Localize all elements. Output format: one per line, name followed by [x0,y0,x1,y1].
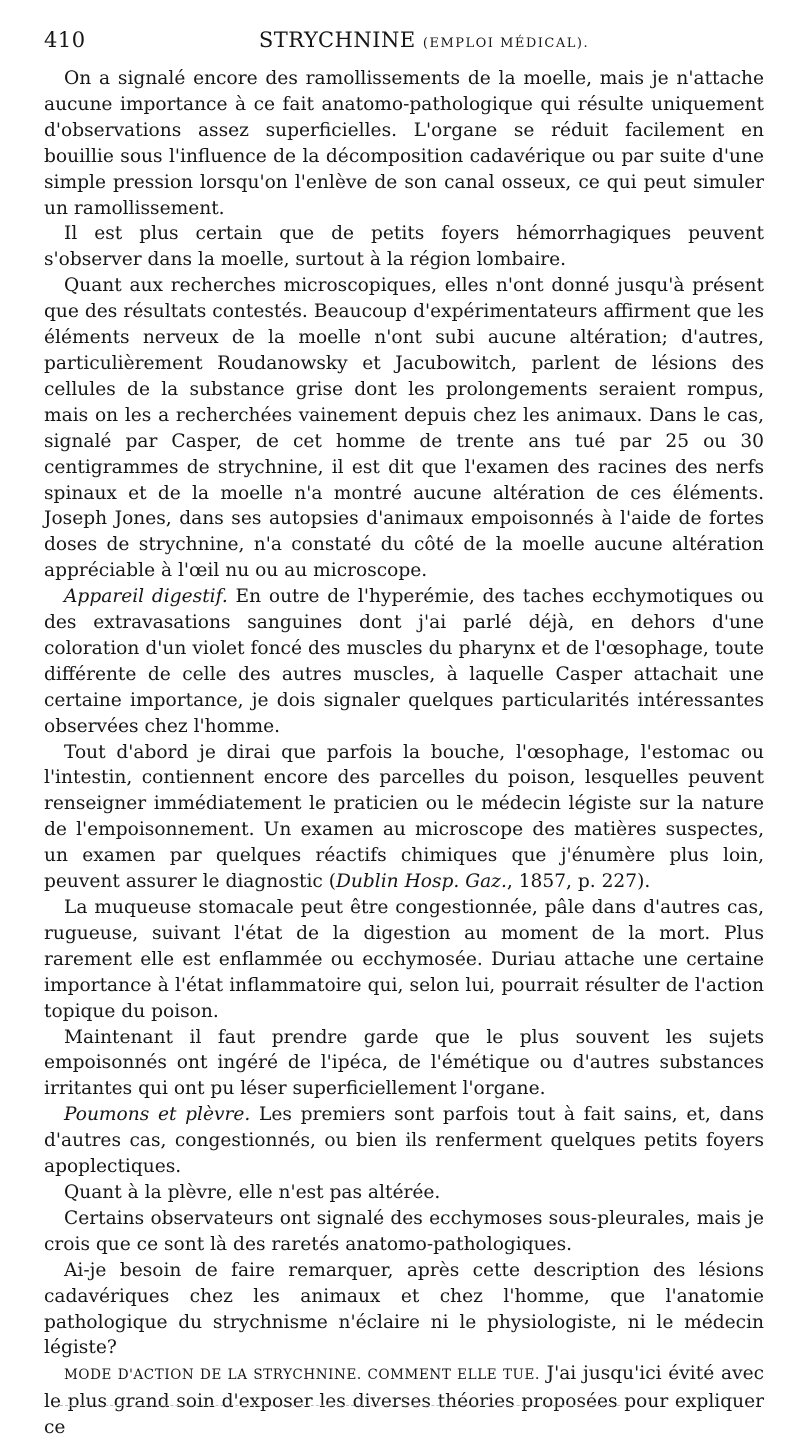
paragraph-text: Tout d'abord je dirai que parfois la bouche, l'œsophage, l'estomac ou l'intestin, contiennent encore des parcelles du poison, lesquelles peuvent renseigner immédiatement le praticien ou le médecin légiste sur la nature de l'empoisonnement. Un examen au microscope des matières suspectes, un examen par quelques réactifs chimiques que j'énumère plus loin, peuvent assurer le diagnostic ( [44,741,764,893]
footer-rule [60,1405,620,1406]
paragraph: Il est plus certain que de petits foyers hémorrhagiques peuvent s'observer dans la moelle, surtout à la région lombaire. [44,223,764,271]
paragraph: La muqueuse stomacale peut être congestionnée, pâle dans d'autres cas, rugueuse, suivant l'état de la digestion au moment de la mort. Plus rarement elle est enflammée ou ecchymosée. Duriau attache une certaine importance à l'état inflammatoire qui, selon lui, pourrait résulter de l'action topique du poison. [44,897,764,1022]
paragraph-text: En outre de l'hyperémie, des taches ecchymotiques ou des extravasations sanguines dont j'ai parlé déjà, en dehors d'une coloration d'un violet foncé des muscles du pharynx et de l'œsophage, toute différente de celle des autres muscles, à laquelle Casper attachait une certaine importance, je dois signaler quelques particularités intéressantes observées chez l'homme. [44,586,764,737]
page-number: 410 [44,28,86,52]
paragraph: Quant à la plèvre, elle n'est pas altérée. [64,1181,441,1203]
paragraph-text: Les premiers sont parfois tout à fait sains, et, dans d'autres cas, congestionnés, ou bien ils renferment quelques petits foyers apoplectiques. [44,1104,764,1178]
paragraph: Quant aux recherches microscopiques, elles n'ont donné jusqu'à présent que des résultats contestés. Beaucoup d'expérimentateurs affirment que les éléments nerveux de la moelle n'ont subi aucune altération; d'autres, particulièrement Roudanowsky et Jacubowitch, parlent de lésions des cellules de la substance grise dont les prolongements seraient rompus, mais on les a recherchées vainement depuis chez les animaux. Dans le cas, signalé par Casper, de cet homme de trente ans tué par 25 ou 30 centigrammes de strychnine, il est dit que l'examen des racines des nerfs spinaux et de la moelle n'a montré aucune altération de ces éléments. Joseph Jones, dans ses autopsies d'animaux empoisonnés à l'aide de fortes doses de strychnine, n'a constaté du côté de la moelle aucune altération appréciable à l'œil nu ou au microscope. [44,275,764,582]
section-heading-mode-action: MODE D'ACTION DE LA STRYCHNINE. COMMENT ELLE TUE. [64,1367,540,1384]
citation-end: , 1857, p. 227). [506,871,651,893]
title-subtitle: (EMPLOI MÉDICAL). [422,36,590,51]
paragraph: Maintenant il faut prendre garde que le plus souvent les sujets empoisonnés ont ingéré de l'ipéca, de l'émétique ou d'autres substances irritantes qui ont pu léser superficiellement l'organe. [44,1026,764,1100]
paragraph-appareil-digestif [44,584,764,739]
section-heading-appareil-digestif: Appareil digestif. [64,586,228,608]
paragraph [44,740,764,895]
paragraph: On a signalé encore des ramollissements de la moelle, mais je n'attache aucune importance à ce fait anatomo-pathologique qui résulte uniquement d'observations assez superficielles. L'organe se réduit facilement en bouillie sous l'influence de la décomposition cadavérique ou par suite d'une simple pression lorsqu'on l'enlève de son canal osseux, ce qui peut simuler un ramollissement. [44,68,764,219]
paragraph: Certains observateurs ont signalé des ecchymoses sous-pleurales, mais je crois que ce sont là des raretés anatomo-pathologiques. [44,1207,764,1255]
section-heading-poumons: Poumons et plèvre. [64,1104,251,1126]
paragraph-poumons [44,1102,764,1180]
running-head [44,28,764,58]
citation: Dublin Hosp. Gaz. [336,871,507,893]
running-title [44,28,764,52]
body-text [44,66,764,1441]
paragraph: Ai-je besoin de faire remarquer, après cette description des lésions cadavériques chez les animaux et chez l'homme, que l'anatomie pathologique du strychnisme n'éclaire ni le physiologiste, ni le médecin légiste? [44,1259,764,1359]
title-main: STRYCHNINE [258,28,416,52]
paragraph-text: J'ai jusqu'ici évité avec le plus grand soin d'exposer les diverses théories proposées pour expliquer ce [44,1363,764,1439]
paragraph-mode-action [44,1361,764,1441]
